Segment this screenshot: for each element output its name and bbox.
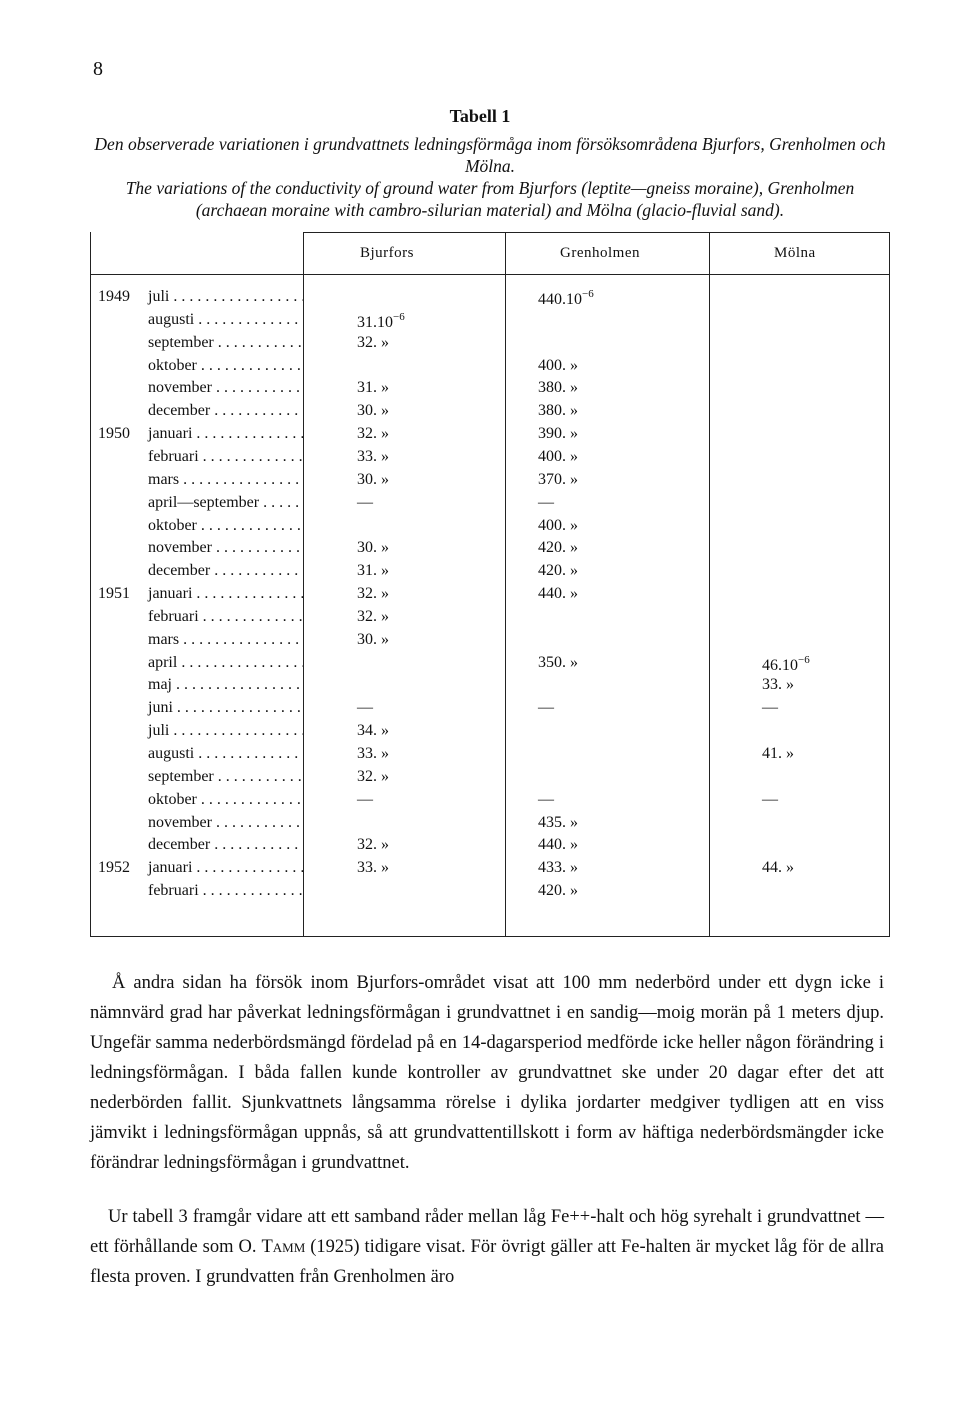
row-month: februari . . . [148,608,303,625]
row-label [98,814,303,836]
row-label [98,517,303,539]
cell-molna [762,699,778,717]
cell-grenholmen [538,357,578,375]
row-month: juli . . . [148,722,303,739]
row-month: januari . . . [148,585,303,602]
cell-value: 32. » [357,767,389,785]
row-month: mars . . . [148,631,303,648]
cell-bjurfors [357,768,389,786]
row-month: oktober . . . [148,791,303,808]
cell-bjurfors [357,379,389,397]
cell-value: 32. » [357,607,389,625]
author-name: Tamm [261,1237,306,1257]
row-month: november . . . [148,539,303,556]
cell-grenholmen [538,471,578,489]
cell-value: 420. » [538,882,578,900]
row-year: 1951 [98,585,130,603]
row-label [98,791,303,813]
row-month: december . . . [148,836,303,853]
row-label [98,539,303,561]
cell-value: 32. » [357,836,389,854]
paragraph-2-text-before: Ur tabell 3 framgår vidare att ett samband råder mellan låg Fe++-halt och hög syrehalt i grundvattnet — ett förhållande som O. [90,1207,884,1257]
cell-value: 380. » [538,379,578,397]
cell-bjurfors [357,402,389,420]
row-label [98,357,303,379]
cell-bjurfors [357,334,389,352]
row-label [98,334,303,356]
row-month: juli . . . [148,288,303,305]
cell-value: 33. » [357,447,389,465]
cell-value: 41. » [762,745,794,762]
cell-grenholmen [538,402,578,420]
cell-grenholmen [538,379,578,397]
cell-grenholmen [538,494,554,512]
row-label [98,379,303,401]
cell-grenholmen [538,425,578,443]
cell-grenholmen [538,791,554,809]
row-month: november . . . [148,379,303,396]
cell-bjurfors [357,699,373,717]
row-label [98,494,303,516]
cell-molna [762,654,810,675]
table-top-rule [303,232,890,233]
cell-molna [762,859,794,877]
caption-english: The variations of the conductivity of ground water from Bjurfors (leptite—gneiss moraine), Grenholmen (archaean moraine with cambro-silurian material) and Mölna (glacio-fluvial sand). [125,178,855,220]
row-month: februari . . . [148,882,303,899]
row-label [98,585,303,607]
cell-value: 435. » [538,813,578,831]
paragraph-1: Å andra sidan ha försök inom Bjurfors-området visat att 100 mm nederbörd under ett dygn icke i nämnvärd grad har påverkat ledningsförmågan i grundvattnet i en sandig—moig morän på 1 meters djup. Ungefär samma nederbördsmängd fördelad på en 14-dagarsperiod medförde icke heller någon förändring i ledningsförmågan. I båda fallen kunde kontroller av grundvattnet ske under 20 dagar efter det att nederbörden fallit. Sjunkvattnets långsamma rörelse i dylika jordarter medgiver tydligen att en viss jämvikt i ledningsförmågan uppnås, så att grundvattentillskott i form av häftiga nederbördsmängder icke förändrar ledningsförmågan i grundvattnet. [90,973,884,1173]
cell-value: 33. » [357,859,389,877]
cell-grenholmen [538,814,578,832]
row-year: 1949 [98,288,130,305]
column-header-molna: Mölna [774,245,816,261]
cell-value: 370. » [538,470,578,488]
row-label [98,882,303,904]
cell-bjurfors [357,471,389,489]
row-label [98,288,303,310]
cell-value: 46.10 [762,656,798,674]
row-month: januari . . . [148,425,303,442]
row-month: februari . . . [148,448,303,465]
cell-value: 440. » [538,585,578,603]
cell-bjurfors [357,585,389,603]
cell-bjurfors [357,745,389,763]
row-label [98,768,303,790]
column-divider-grenholmen [709,232,710,937]
row-label [98,859,303,881]
row-month: mars . . . [148,471,303,488]
row-label [98,722,303,744]
cell-value: 400. » [538,447,578,465]
table-title: Tabell 1 [449,106,511,126]
cell-grenholmen [538,882,578,900]
row-month: september . . . [148,334,303,351]
row-month: juni . . . [148,699,303,716]
cell-molna [762,676,794,694]
cell-bjurfors [357,859,389,877]
cell-value: 420. » [538,539,578,557]
cell-value: — [357,699,373,717]
cell-molna [762,745,794,763]
caption-swedish: Den observerade variationen i grundvattnets ledningsförmåga inom försöksområdena Bjurfors, Grenholmen och Mölna. [94,134,886,176]
row-month: augusti . . . [148,745,303,762]
cell-value: — [762,790,778,808]
table-left-rule [90,232,91,937]
cell-grenholmen [538,859,578,877]
cell-bjurfors [357,631,389,649]
cell-grenholmen [538,448,578,466]
column-header-bjurfors: Bjurfors [360,245,414,261]
row-label [98,745,303,767]
row-year: 1952 [98,859,130,877]
row-month: september . . . [148,768,303,785]
cell-grenholmen [538,517,578,535]
cell-bjurfors [357,608,389,626]
cell-value: 400. » [538,516,578,534]
cell-grenholmen [538,562,578,580]
row-month: oktober . . . [148,517,303,534]
cell-bjurfors [357,311,405,332]
row-month: december . . . [148,402,303,419]
row-label [98,654,303,676]
cell-value: 440.10 [538,291,582,308]
column-divider-bjurfors [505,232,506,937]
table-header-rule [90,274,890,275]
cell-bjurfors [357,791,373,809]
cell-bjurfors [357,562,389,580]
row-month: december . . . [148,562,303,579]
cell-value: — [538,493,554,511]
row-month: november . . . [148,814,303,831]
cell-value: 380. » [538,402,578,420]
cell-value: — [538,790,554,808]
cell-grenholmen [538,699,554,717]
row-label [98,836,303,858]
cell-grenholmen [538,585,578,603]
row-label [98,402,303,424]
cell-exponent: −6 [798,653,810,666]
row-label [98,676,303,698]
cell-value: 30. » [357,470,389,488]
cell-exponent: −6 [393,310,405,323]
cell-value: — [538,699,554,717]
cell-value: 440. » [538,836,578,854]
row-month: oktober . . . [148,357,303,374]
cell-bjurfors [357,722,389,740]
column-divider-label [303,232,304,937]
cell-value: 350. » [538,653,578,671]
row-label [98,471,303,493]
cell-bjurfors [357,836,389,854]
cell-value: 31.10 [357,313,393,331]
cell-value: — [357,493,373,511]
cell-value: 30. » [357,539,389,557]
cell-exponent: −6 [582,288,594,300]
cell-value: 433. » [538,859,578,877]
row-label [98,608,303,630]
paragraph-2-text-after: (1925) tidigare visat. För övrigt gäller att Fe-halten är mycket låg för de allra flesta proven. I grundvatten från Grenholmen äro [90,1237,884,1287]
cell-value: 34. » [357,722,389,740]
cell-value: 420. » [538,562,578,580]
row-label [98,631,303,653]
row-label [98,448,303,470]
cell-molna [762,791,778,809]
cell-grenholmen [538,654,578,672]
cell-grenholmen [538,836,578,854]
cell-value: 30. » [357,630,389,648]
cell-bjurfors [357,494,373,512]
cell-bjurfors [357,425,389,443]
row-label [98,562,303,584]
page-number: 8 [93,58,103,80]
row-month: april—september . . . [148,494,303,511]
cell-value: 400. » [538,356,578,374]
table-right-rule [889,232,890,937]
row-month: maj . . . [148,676,303,693]
row-month: januari . . . [148,859,303,876]
cell-value: 44. » [762,859,794,877]
cell-grenholmen [538,539,578,557]
cell-value: 30. » [357,402,389,420]
row-month: april . . . [148,654,303,671]
table-bottom-rule [90,936,890,937]
cell-value: 390. » [538,425,578,443]
cell-grenholmen [538,288,594,309]
cell-value: 33. » [762,676,794,694]
cell-value: — [762,699,778,717]
row-label [98,425,303,447]
row-label [98,311,303,333]
row-month: augusti . . . [148,311,303,328]
cell-value: 31. » [357,379,389,397]
cell-value: 32. » [357,425,389,443]
cell-bjurfors [357,448,389,466]
cell-value: 31. » [357,562,389,580]
column-header-grenholmen: Grenholmen [560,245,640,261]
cell-value: — [357,790,373,808]
cell-value: 33. » [357,745,389,762]
row-label [98,699,303,721]
paragraph-2 [90,1202,884,1292]
cell-value: 32. » [357,333,389,351]
row-year: 1950 [98,425,130,443]
cell-bjurfors [357,539,389,557]
cell-value: 32. » [357,585,389,603]
